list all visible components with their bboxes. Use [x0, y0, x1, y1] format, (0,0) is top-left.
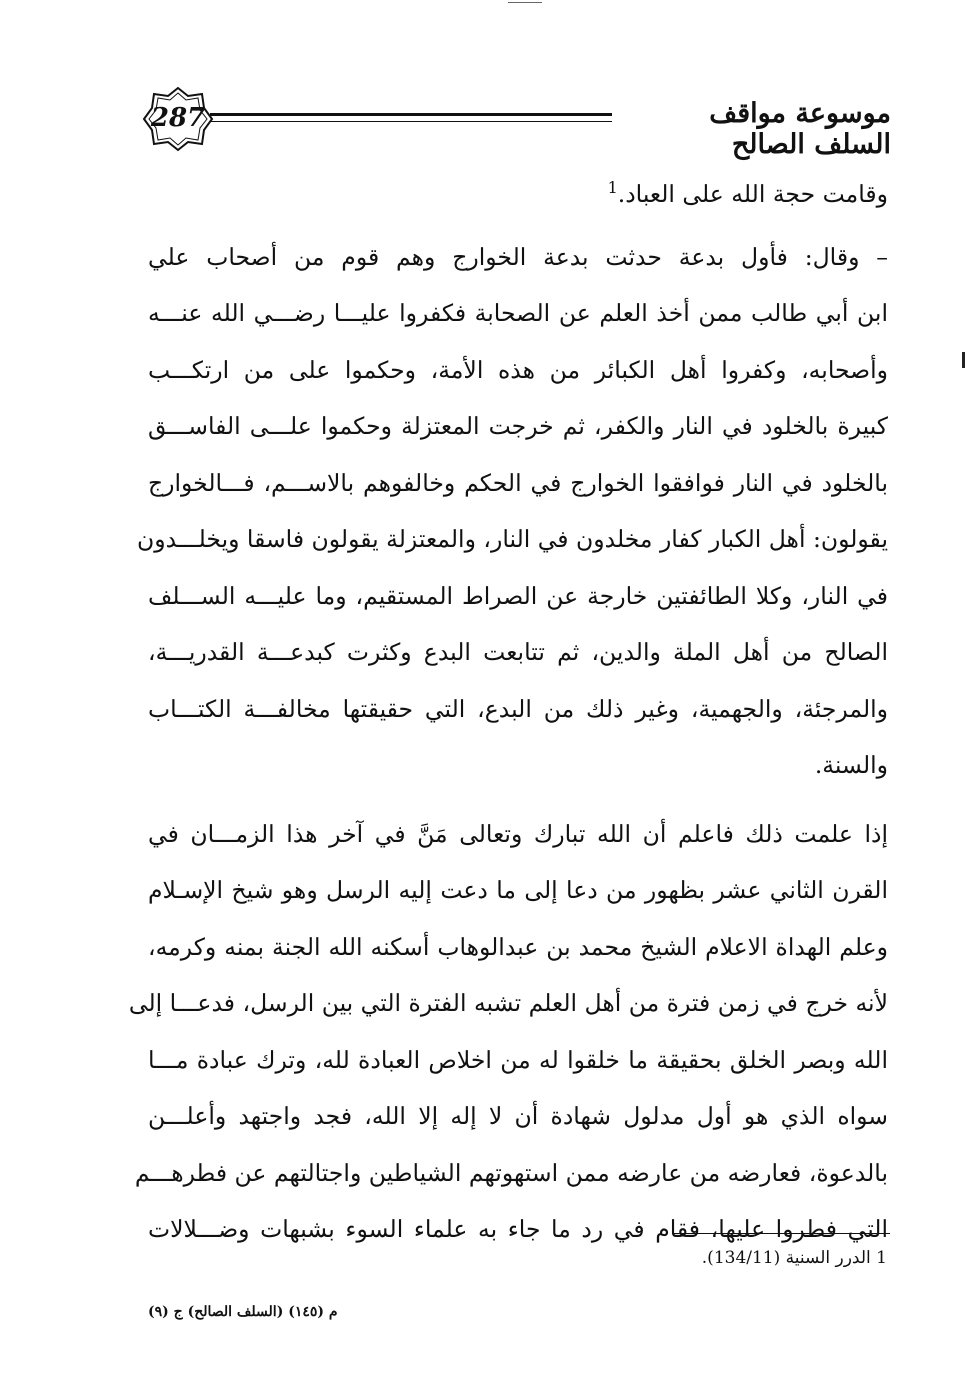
- text-line: والسنة.: [814, 751, 888, 779]
- text-line: لأنه خرج في زمن فترة من أهل العلم تشبه الفترة التي بين الرسل، فدعـــا إلى: [128, 989, 888, 1017]
- top-edge-mark: [508, 2, 542, 3]
- text-line: بالخلود في النار فوافقوا الخوارج في الحكم وخالفوهم بالاســـم، فـــالخوارج: [148, 468, 888, 497]
- text-line: سواه الذي هو أول مدلول شهادة أن لا إله إلا الله، فجد واجتهد وأعلـــن: [148, 1102, 888, 1130]
- page-number: 287: [150, 103, 206, 133]
- header-rule-thick: [210, 113, 612, 116]
- margin-mark: [962, 352, 965, 368]
- printer-signature: م (١٤٥) (السلف الصالح) ج (٩): [148, 1304, 338, 1320]
- text-line: كبيرة بالخلود في النار والكفر، ثم خرجت المعتزلة وحكموا علـــى الفاســـق: [148, 412, 888, 440]
- footnote: [702, 1248, 887, 1268]
- series-title: موسوعة مواقف السلف الصالح: [709, 98, 891, 160]
- text-line: الله وبصر الخلق بحقيقة ما خلقوا له من اخلاص العبادة لله، وترك عبادة مـــا: [148, 1045, 888, 1074]
- text-line: بالدعوة، فعارضه من عارضه ممن استهوتهم الشياطين واجتالتهم عن فطرهـــم: [134, 1158, 888, 1187]
- text-line: القرن الثاني عشر بظهور من دعا إلى ما دعت إليه الرسل وهو شيخ الإسـلام: [148, 876, 888, 904]
- text-line: – وقال: فأول بدعة حدثت بدعة الخوارج وهم قوم من أصحاب علي: [148, 242, 888, 271]
- text-line: ابن أبي طالب ممن أخذ العلم عن الصحابة فكفروا عليـــا رضـــي الله عنـــه: [148, 299, 888, 327]
- text-line: إذا علمت ذلك فاعلم أن الله تبارك وتعالى مَنَّ في آخر هذا الزمـــان في: [148, 819, 888, 848]
- text-line: التي فطروا عليها، فقام في رد ما جاء به علماء السوء بشبهات وضـــلالات: [148, 1215, 888, 1243]
- footnote-text: الدرر السنية (134/11).: [701, 1248, 871, 1268]
- text-line-content: وقامت حجة الله على العباد.: [617, 179, 888, 208]
- text-line: الصالح من أهل الملة والدين، ثم تتابعت البدع وكثرت كبدعـــة القدريـــة،: [148, 638, 888, 666]
- text-line: وأصحابه، وكفروا أهل الكبائر من هذه الأمة، وحكموا على من ارتكـــب: [148, 355, 888, 384]
- text-line: وعلم الهداة الاعلام الشيخ محمد بن عبدالوهاب أسكنه الله الجنة بمنه وكرمه،: [148, 932, 888, 961]
- text-line: [148, 160, 888, 217]
- text-line: في النار، وكلا الطائفتين خارجة عن الصراط المستقيم، وما عليـــه الســـلف: [148, 581, 888, 610]
- footnote-separator: [672, 1233, 890, 1234]
- header-rule-thin: [210, 121, 612, 122]
- main-text: [128, 160, 888, 1258]
- text-line: يقولون: أهل الكبار كفار مخلدون في النار، والمعتزلة يقولون فاسقا ويخلـــدون: [137, 525, 888, 553]
- text-line: والمرجئة، والجهمية، وغير ذلك من البدع، التي حقيقتها مخالفـــة الكتـــاب: [148, 694, 888, 723]
- footnote-number: 1: [876, 1248, 887, 1268]
- footnote-marker: 1: [607, 178, 618, 197]
